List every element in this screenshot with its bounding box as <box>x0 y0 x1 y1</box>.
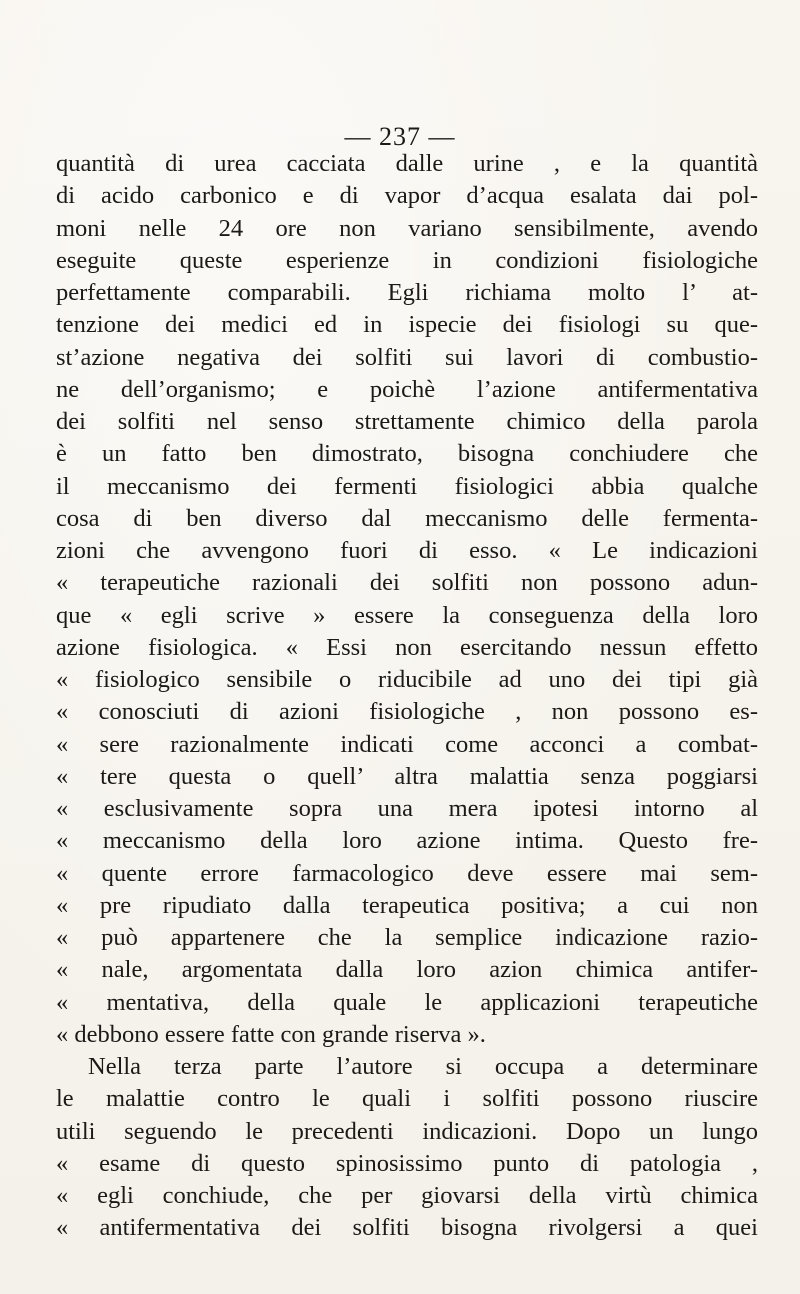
page-number: — 237 — <box>344 122 456 151</box>
text-line: que « egli scrive » essere la conseguenza della loro <box>56 601 758 629</box>
text-line: azione fisiologica. « Essi non esercitando nessun effetto <box>56 633 758 661</box>
text-line: « tere questa o quell’ altra malattia senza poggiarsi <box>56 762 758 790</box>
text-line: « meccanismo della loro azione intima. Questo fre- <box>56 827 758 855</box>
text-line: utili seguendo le precedenti indicazioni. Dopo un lungo <box>56 1117 758 1145</box>
body-text <box>56 148 758 1245</box>
text-line: « terapeutiche razionali dei solfiti non possono adun- <box>56 569 758 597</box>
text-line: è un fatto ben dimostrato, bisogna conchiudere che <box>56 440 758 468</box>
text-line: « antifermentativa dei solfiti bisogna rivolgersi a quei <box>56 1214 758 1242</box>
text-line: tenzione dei medici ed in ispecie dei fisiologi su que- <box>56 311 758 339</box>
text-line: « quente errore farmacologico deve essere mai sem- <box>56 859 758 887</box>
text-line: « nale, argomentata dalla loro azion chimica antifer- <box>56 956 758 984</box>
text-line: « esclusivamente sopra una mera ipotesi intorno al <box>56 795 758 822</box>
text-line: Nella terza parte l’autore si occupa a determinare <box>88 1053 758 1080</box>
text-line: « debbono essere fatte con grande riserva ». <box>56 1020 486 1048</box>
text-line: « sere razionalmente indicati come acconci a combat- <box>56 730 758 758</box>
text-line: « conosciuti di azioni fisiologiche , non possono es- <box>56 698 758 726</box>
text-line: il meccanismo dei fermenti fisiologici abbia qualche <box>56 472 758 500</box>
text-line: « egli conchiude, che per giovarsi della virtù chimica <box>56 1182 758 1209</box>
text-line: « mentativa, della quale le applicazioni terapeutiche <box>56 988 758 1016</box>
text-line: moni nelle 24 ore non variano sensibilmente, avendo <box>56 214 758 242</box>
text-line: « esame di questo spinosissimo punto di patologia , <box>56 1149 758 1177</box>
text-line: dei solfiti nel senso strettamente chimico della parola <box>56 408 758 435</box>
text-line: perfettamente comparabili. Egli richiama molto l’ at- <box>56 279 758 306</box>
text-line: cosa di ben diverso dal meccanismo delle fermenta- <box>56 504 758 532</box>
text-line: zioni che avvengono fuori di esso. « Le indicazioni <box>56 537 758 564</box>
text-line: « pre ripudiato dalla terapeutica positiva; a cui non <box>56 891 758 919</box>
text-line: « fisiologico sensibile o riducibile ad uno dei tipi già <box>56 666 758 693</box>
text-line: di acido carbonico e di vapor d’acqua esalata dai pol- <box>56 182 758 210</box>
text-line: eseguite queste esperienze in condizioni fisiologiche <box>56 246 758 274</box>
text-line: st’azione negativa dei solfiti sui lavori di combustio- <box>56 343 758 371</box>
text-line: quantità di urea cacciata dalle urine , e la quantità <box>56 150 758 177</box>
text-line: « può appartenere che la semplice indicazione razio- <box>56 924 758 951</box>
text-line: le malattie contro le quali i solfiti possono riuscire <box>56 1085 758 1113</box>
text-line: ne dell’organismo; e poichè l’azione antifermentativa <box>56 375 758 403</box>
